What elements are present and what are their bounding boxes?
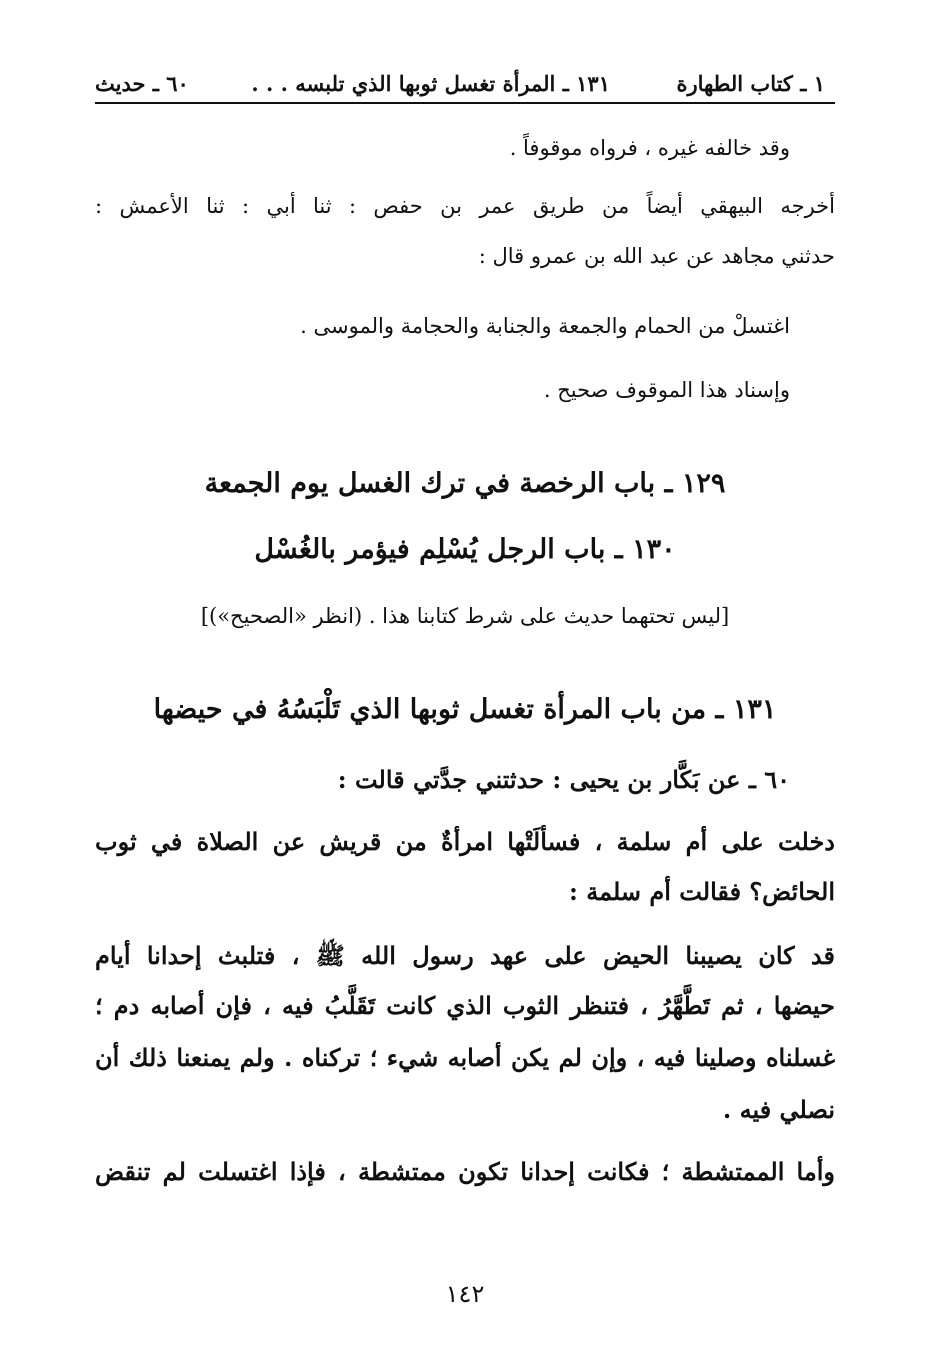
- editor-note: [ليس تحتهما حديث على شرط كتابنا هذا . (انظر «الصحيح»)]: [200, 604, 730, 628]
- hadith-para3-line1: وأما الممتشطة ؛ فكانت إحدانا تكون ممتشطة ، فإذا اغتسلت لم تنقض: [95, 1157, 835, 1186]
- running-header-book: ١ ـ كتاب الطهارة: [676, 71, 825, 96]
- hadith-isnad: ٦٠ ـ عن بَكَّار بن يحيى : حدثتني جدَّتي قالت :: [337, 765, 790, 794]
- hadith-para2-line1: قد كان يصيبنا الحيض على عهد رسول الله ﷺ ، فتلبث إحدانا أيام: [95, 941, 835, 970]
- running-header-hadith: ٦٠ ـ حديث: [95, 71, 189, 96]
- text-line-3: حدثني مجاهد عن عبد الله بن عمرو قال :: [478, 244, 835, 268]
- hadith-para1-line2: الحائض؟ فقالت أم سلمة :: [568, 877, 835, 906]
- hadith-para2-line4: نصلي فيه .: [722, 1095, 835, 1124]
- text-line-4: اغتسلْ من الحمام والجمعة والجنابة والحجامة والموسى .: [300, 314, 790, 338]
- heading-bab-129: ١٢٩ ـ باب الرخصة في ترك الغسل يوم الجمعة: [204, 468, 726, 499]
- running-header-chapter: ١٣١ ـ المرأة تغسل ثوبها الذي تلبسه . . .: [251, 71, 610, 96]
- text-line-5: وإسناد هذا الموقوف صحيح .: [543, 378, 790, 402]
- hadith-para1-line1: دخلت على أم سلمة ، فسألَتْها امرأةٌ من قريش عن الصلاة في ثوب: [95, 827, 835, 856]
- text-line-1: وقد خالفه غيره ، فرواه موقوفاً .: [509, 136, 790, 160]
- hadith-para2-line2: حيضها ، ثم تَطَّهَّرُ ، فتنظر الثوب الذي كانت تَقَلَّبُ فيه ، فإن أصابه دم ؛: [95, 991, 835, 1020]
- page-number: ١٤٢: [445, 1280, 485, 1308]
- heading-bab-130: ١٣٠ ـ باب الرجل يُسْلِم فيؤمر بالغُسْل: [254, 534, 676, 565]
- text-line-2: أخرجه البيهقي أيضاً من طريق عمر بن حفص : ثنا أبي : ثنا الأعمش :: [95, 194, 835, 218]
- heading-bab-131: ١٣١ ـ من باب المرأة تغسل ثوبها الذي تَلْبَسُهُ في حيضها: [153, 694, 777, 725]
- header-divider: [95, 102, 835, 104]
- hadith-para2-line3: غسلناه وصلينا فيه ، وإن لم يكن أصابه شيء ؛ تركناه . ولم يمنعنا ذلك أن: [95, 1043, 835, 1072]
